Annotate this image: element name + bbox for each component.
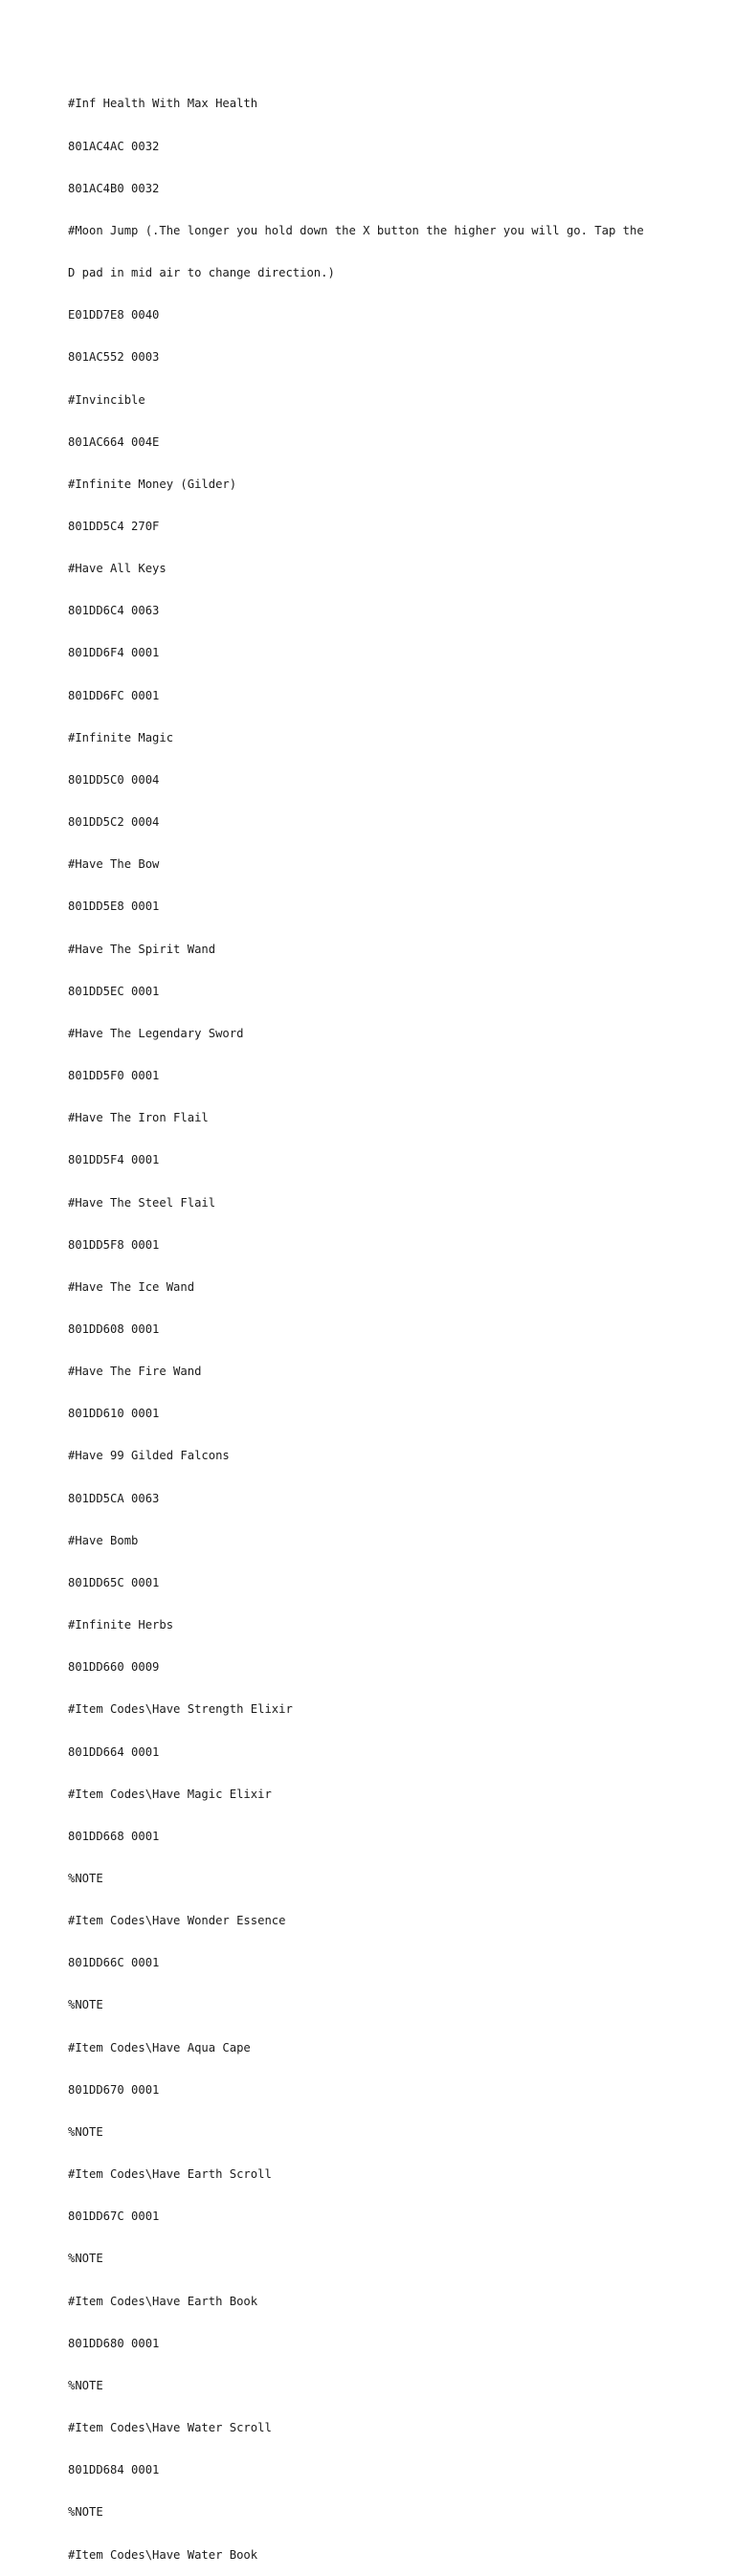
text-line: #Have Bomb — [68, 1533, 139, 1547]
text-line: 801DD684 0001 — [68, 2463, 160, 2477]
text-line: #Item Codes\Have Water Book — [68, 2547, 258, 2562]
text-line: #Have The Iron Flail — [68, 1111, 209, 1125]
text-line: %NOTE — [68, 1998, 103, 2012]
text-line: 801DD6C4 0063 — [68, 604, 160, 618]
text-line: %NOTE — [68, 1872, 103, 1885]
text-line: 801DD5C4 270F — [68, 520, 160, 533]
text-line: %NOTE — [68, 2252, 103, 2266]
text-line: 801DD664 0001 — [68, 1744, 160, 1759]
text-line: 801DD5C2 0004 — [68, 815, 160, 830]
text-line: D pad in mid air to change direction.) — [68, 266, 335, 280]
text-line: #Infinite Money (Gilder) — [68, 477, 237, 491]
text-line: #Have The Fire Wand — [68, 1365, 202, 1379]
text-line: #Item Codes\Have Magic Elixir — [68, 1787, 272, 1801]
text-line: 801DD6F4 0001 — [68, 646, 160, 660]
text-line: #Have The Spirit Wand — [68, 942, 216, 956]
text-line: 801AC552 0003 — [68, 350, 160, 365]
text-line: %NOTE — [68, 2505, 103, 2520]
text-line: 801DD680 0001 — [68, 2336, 160, 2350]
text-line: #Inf Health With Max Health — [68, 97, 258, 111]
code-document — [68, 69, 680, 2576]
text-line: #Have All Keys — [68, 562, 167, 576]
text-line: #Item Codes\Have Earth Book — [68, 2294, 258, 2308]
text-line: #Item Codes\Have Wonder Essence — [68, 1914, 286, 1928]
text-line: 801DD5F4 0001 — [68, 1153, 160, 1167]
text-line: #Infinite Magic — [68, 730, 174, 744]
text-line: #Item Codes\Have Aqua Cape — [68, 2040, 251, 2054]
text-line: 801DD65C 0001 — [68, 1575, 160, 1589]
text-line: #Infinite Herbs — [68, 1618, 174, 1632]
text-line: #Item Codes\Have Earth Scroll — [68, 2167, 272, 2182]
text-line: #Have The Bow — [68, 857, 160, 872]
text-line: 801AC664 004E — [68, 434, 160, 449]
text-line: 801DD660 0009 — [68, 1660, 160, 1675]
text-line: #Invincible — [68, 392, 145, 407]
text-line: E01DD7E8 0040 — [68, 308, 160, 322]
text-line: #Have The Legendary Sword — [68, 1026, 244, 1040]
text-line: 801DD5EC 0001 — [68, 984, 160, 998]
text-line: #Item Codes\Have Strength Elixir — [68, 1702, 293, 1717]
text-line: #Have The Ice Wand — [68, 1279, 195, 1294]
text-line: #Have 99 Gilded Falcons — [68, 1449, 230, 1463]
text-line: %NOTE — [68, 2124, 103, 2139]
text-line: 801DD668 0001 — [68, 1829, 160, 1843]
text-line: 801DD5C0 0004 — [68, 772, 160, 787]
text-line: #Moon Jump (.The longer you hold down the X button the higher you will go. Tap the — [68, 223, 644, 237]
text-line: #Have The Steel Flail — [68, 1195, 216, 1210]
text-line: 801AC4AC 0032 — [68, 139, 160, 153]
text-line: 801DD5CA 0063 — [68, 1491, 160, 1505]
text-line: 801DD5F8 0001 — [68, 1237, 160, 1252]
text-line: 801DD5F0 0001 — [68, 1069, 160, 1083]
text-line: 801DD6FC 0001 — [68, 688, 160, 702]
text-line: #Item Codes\Have Water Scroll — [68, 2421, 272, 2435]
text-line: %NOTE — [68, 2378, 103, 2392]
text-line: 801DD5E8 0001 — [68, 899, 160, 914]
text-line: 801DD608 0001 — [68, 1321, 160, 1336]
text-line: 801DD670 0001 — [68, 2082, 160, 2097]
text-line: 801DD610 0001 — [68, 1407, 160, 1421]
text-line: 801DD66C 0001 — [68, 1956, 160, 1970]
text-line: 801DD67C 0001 — [68, 2210, 160, 2224]
text-line: 801AC4B0 0032 — [68, 181, 160, 195]
